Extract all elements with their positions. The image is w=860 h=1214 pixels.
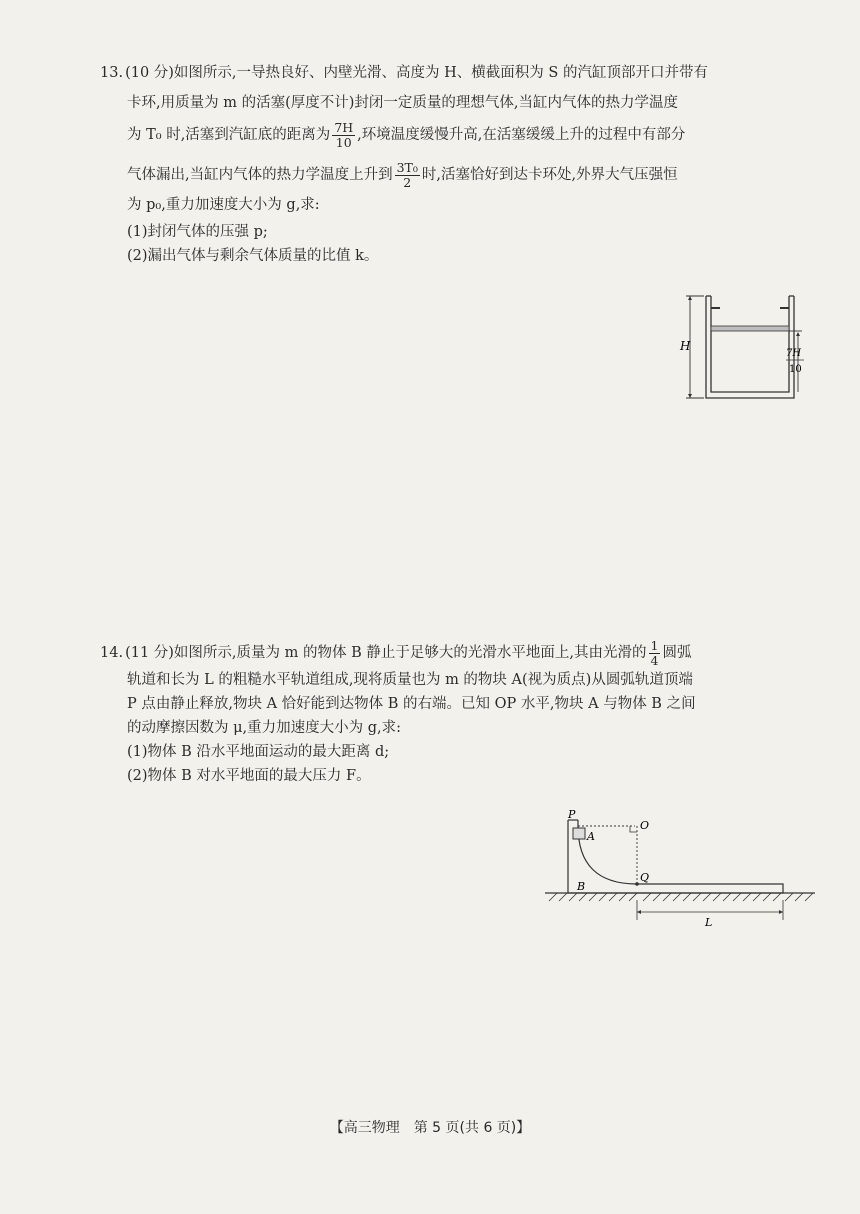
label-10: 10 [789, 364, 802, 375]
frac2-numerator: 3T₀ [396, 159, 418, 175]
q13-number: 13. [100, 65, 124, 81]
q13-line-5: 为 p₀,重力加速度大小为 g,求: [127, 197, 320, 213]
q14-number: 14. [100, 645, 124, 661]
q13-line-3 [100, 120, 812, 150]
label-Q: Q [640, 871, 650, 884]
label-A: A [587, 830, 595, 843]
frac1-denominator: 10 [335, 134, 352, 150]
q13-line-1 [100, 58, 812, 88]
q13-text-4b: 时,活塞恰好到达卡环处,外界大气压强恒 [421, 167, 678, 183]
block-A [573, 828, 585, 839]
label-P: P [568, 808, 576, 821]
q13-sub-1: (1)封闭气体的压强 p; [127, 224, 268, 240]
label-H: H [680, 339, 691, 353]
q13-text-1: (10 分)如图所示,一导热良好、内壁光滑、高度为 H、横截面积为 S 的汽缸顶部开口并带有 [125, 65, 708, 81]
fraction-7h-10 [332, 121, 355, 150]
piston [711, 326, 789, 331]
frac3-numerator: 1 [650, 637, 659, 653]
fraction-1-4 [649, 639, 661, 668]
label-B: B [577, 880, 586, 893]
label-7H: 7H [786, 348, 802, 359]
q14-line-3: P 点由静止释放,物块 A 恰好能到达物体 B 的右端。已知 OP 水平,物块 A 与物体 B 之间 [127, 696, 696, 712]
q14-track-figure [545, 808, 815, 933]
frac1-numerator: 7H [334, 119, 354, 135]
fraction-3t0-2 [395, 161, 420, 190]
q13-line-4 [100, 160, 812, 190]
ground-hatching [549, 893, 813, 901]
q14-text-1b: 圆弧 [662, 645, 692, 661]
q13-text-4a: 气体漏出,当缸内气体的热力学温度上升到 [127, 167, 393, 183]
q13-line-2: 卡环,用质量为 m 的活塞(厚度不计)封闭一定质量的理想气体,当缸内气体的热力学温度 [127, 95, 678, 111]
frac3-denominator: 4 [650, 652, 659, 668]
page-footer: 【高三物理 第 5 页(共 6 页)】 [329, 1120, 531, 1136]
label-L: L [705, 916, 713, 929]
question-13 [100, 58, 812, 268]
q14-line-1 [100, 638, 812, 668]
label-O: O [640, 819, 650, 832]
q14-text-1a: (11 分)如图所示,质量为 m 的物体 B 静止于足够大的光滑水平地面上,其由光滑的 [125, 645, 647, 661]
frac2-denominator: 2 [403, 174, 412, 190]
question-14 [100, 638, 812, 788]
q13-text-3b: ,环境温度缓慢升高,在活塞缓缓上升的过程中有部分 [357, 127, 686, 143]
q13-text-3a: 为 T₀ 时,活塞到汽缸底的距离为 [127, 127, 331, 143]
q14-sub-2: (2)物体 B 对水平地面的最大压力 F。 [127, 768, 371, 784]
q14-sub-1: (1)物体 B 沿水平地面运动的最大距离 d; [127, 744, 390, 760]
q13-cylinder-figure [676, 288, 806, 406]
q14-line-2: 轨道和长为 L 的粗糙水平轨道组成,现将质量也为 m 的物块 A(视为质点)从圆弧轨道顶端 [127, 672, 693, 688]
q13-sub-2: (2)漏出气体与剩余气体质量的比值 k。 [127, 248, 379, 264]
q14-line-4: 的动摩擦因数为 μ,重力加速度大小为 g,求: [127, 720, 402, 736]
